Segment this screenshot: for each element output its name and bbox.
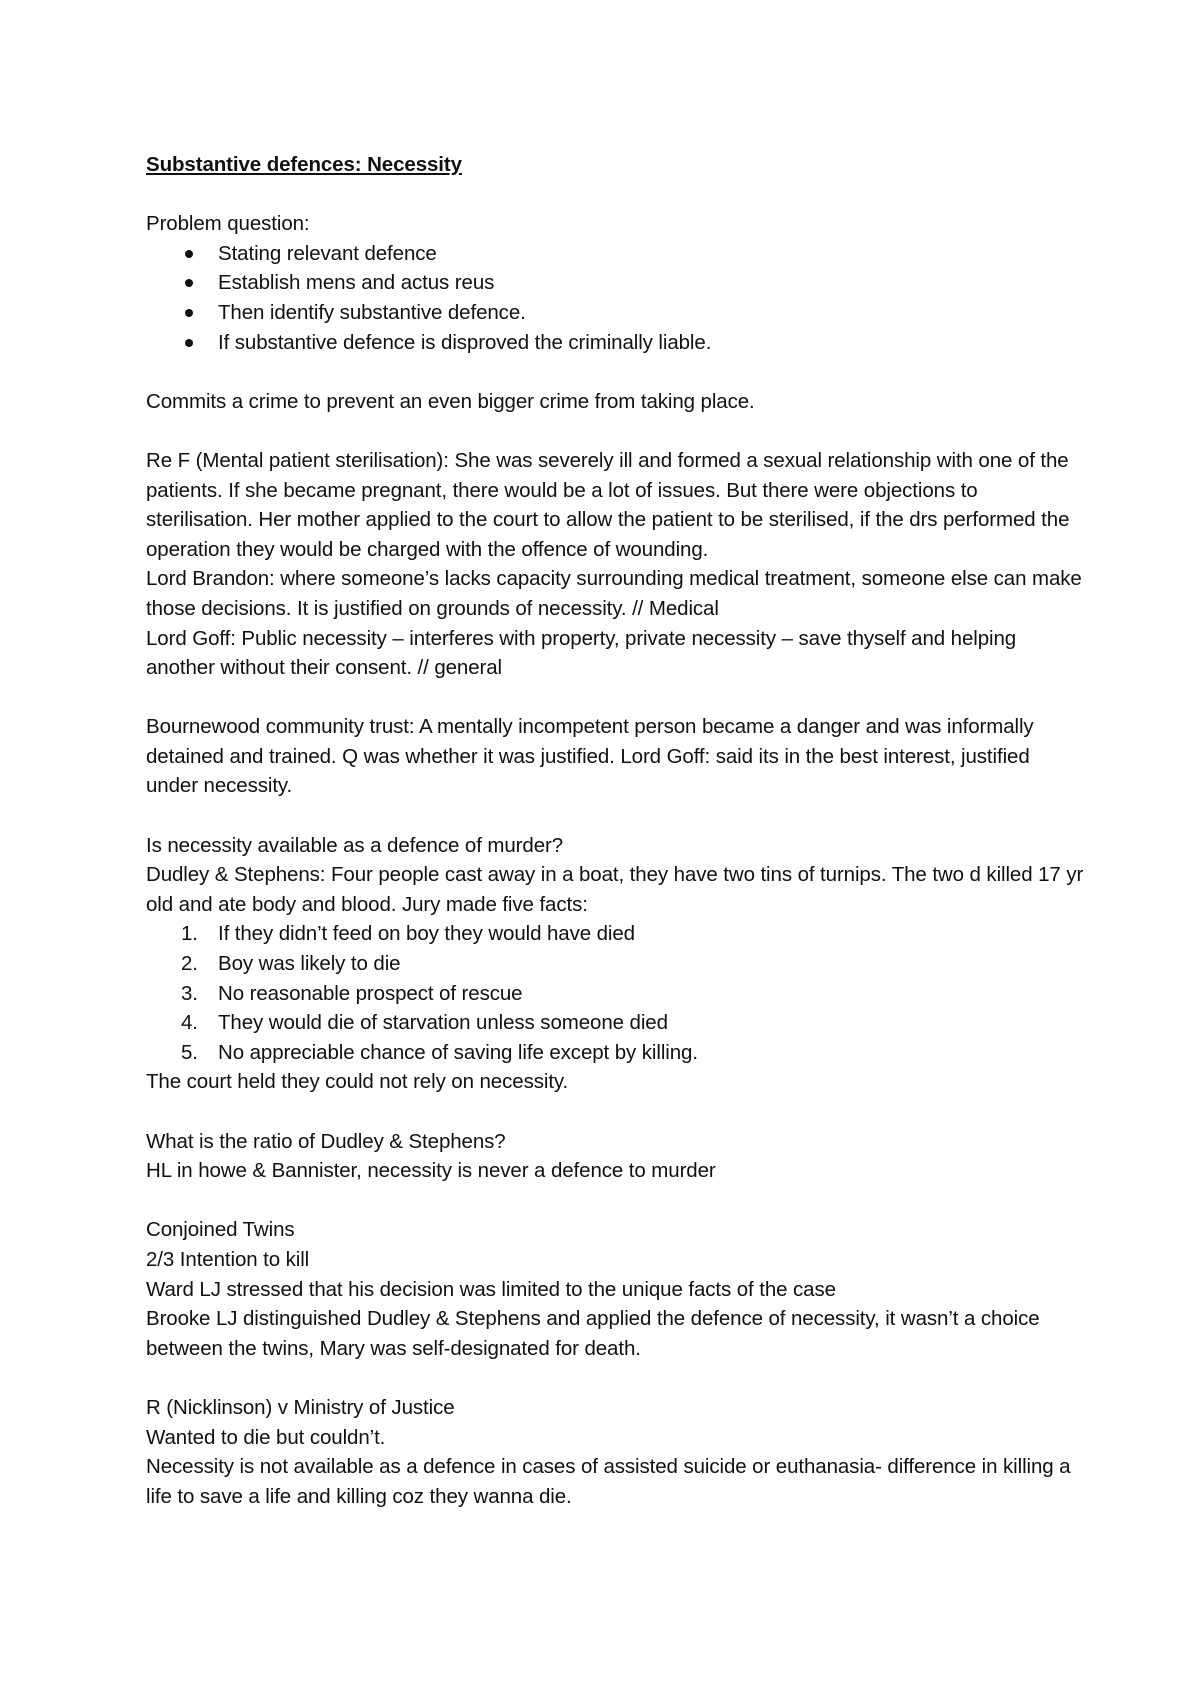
- list-item: [146, 949, 1086, 979]
- document-body: [146, 150, 1086, 1511]
- list-item-text: No appreciable chance of saving life except by killing.: [218, 1040, 698, 1064]
- spacer: [146, 357, 1086, 387]
- re-f-paragraph: Re F (Mental patient sterilisation): She was severely ill and formed a sexual relationship with one of the patients. If she became pregnant, there would be a lot of issues. But there were objections to sterilisation. Her mother applied to the court to allow the patient to be sterilised, if the drs performed the operation they would be charged with the offence of wounding.: [146, 448, 1070, 561]
- dudley-stephens-paragraph: Dudley & Stephens: Four people cast away in a boat, they have two tins of turnips. The two d killed 17 yr old and ate body and blood. Jury made five facts:: [146, 863, 1084, 916]
- bournewood-paragraph: Bournewood community trust: A mentally incompetent person became a danger and was informally detained and trained. Q was whether it was justified. Lord Goff: said its in the best interest, justified under necessity.: [146, 715, 1034, 798]
- spacer: [146, 180, 1086, 210]
- lord-brandon-paragraph: Lord Brandon: where someone’s lacks capacity surrounding medical treatment, someone else can make those decisions. It is justified on grounds of necessity. // Medical: [146, 567, 1082, 620]
- list-number: 3.: [181, 981, 198, 1005]
- spacer: [146, 1363, 1086, 1393]
- ratio-answer: HL in howe & Bannister, necessity is never a defence to murder: [146, 1159, 716, 1183]
- ratio-question: What is the ratio of Dudley & Stephens?: [146, 1129, 506, 1153]
- spacer: [146, 1097, 1086, 1127]
- court-held-paragraph: The court held they could not rely on necessity.: [146, 1070, 569, 1094]
- list-item-text: No reasonable prospect of rescue: [218, 981, 523, 1005]
- problem-bullet-list: [146, 239, 1086, 357]
- spacer: [146, 801, 1086, 831]
- brooke-lj-paragraph: Brooke LJ distinguished Dudley & Stephens and applied the defence of necessity, it wasn’t a choice between the twins, Mary was self-designated for death.: [146, 1307, 1040, 1360]
- lord-goff-paragraph: Lord Goff: Public necessity – interferes with property, private necessity – save thyself and helping another without their consent. // general: [146, 626, 1017, 680]
- murder-question: Is necessity available as a defence of murder?: [146, 833, 564, 857]
- list-item-text: They would die of starvation unless someone died: [218, 1011, 668, 1035]
- list-number: 1.: [181, 922, 198, 946]
- list-item-text: Boy was likely to die: [218, 952, 401, 976]
- list-item: If substantive defence is disproved the criminally liable.: [146, 328, 1086, 358]
- jury-facts-list: [146, 919, 1086, 1067]
- list-item: [146, 919, 1086, 949]
- intro-paragraph: Commits a crime to prevent an even bigger crime from taking place.: [146, 389, 755, 413]
- spacer: [146, 1186, 1086, 1216]
- list-number: 5.: [181, 1040, 198, 1064]
- list-item: Stating relevant defence: [146, 239, 1086, 269]
- intention-line: 2/3 Intention to kill: [146, 1247, 310, 1271]
- list-item: [146, 1038, 1086, 1068]
- nicklinson-wanted: Wanted to die but couldn’t.: [146, 1425, 386, 1449]
- list-item-text: If they didn’t feed on boy they would have died: [218, 922, 635, 946]
- nicklinson-conclusion: Necessity is not available as a defence in cases of assisted suicide or euthanasia- difference in killing a life to save a life and killing coz they wanna die.: [146, 1455, 1071, 1508]
- ward-lj-paragraph: Ward LJ stressed that his decision was limited to the unique facts of the case: [146, 1277, 836, 1301]
- list-number: 2.: [181, 952, 198, 976]
- list-number: 4.: [181, 1011, 198, 1035]
- problem-heading: Problem question:: [146, 212, 310, 236]
- list-item: Establish mens and actus reus: [146, 268, 1086, 298]
- list-item: [146, 1008, 1086, 1038]
- list-item: [146, 979, 1086, 1009]
- list-item: Then identify substantive defence.: [146, 298, 1086, 328]
- spacer: [146, 416, 1086, 446]
- document-title: Substantive defences: Necessity: [146, 153, 462, 176]
- conjoined-twins-heading: Conjoined Twins: [146, 1218, 295, 1242]
- nicklinson-heading: R (Nicklinson) v Ministry of Justice: [146, 1395, 455, 1419]
- spacer: [146, 683, 1086, 713]
